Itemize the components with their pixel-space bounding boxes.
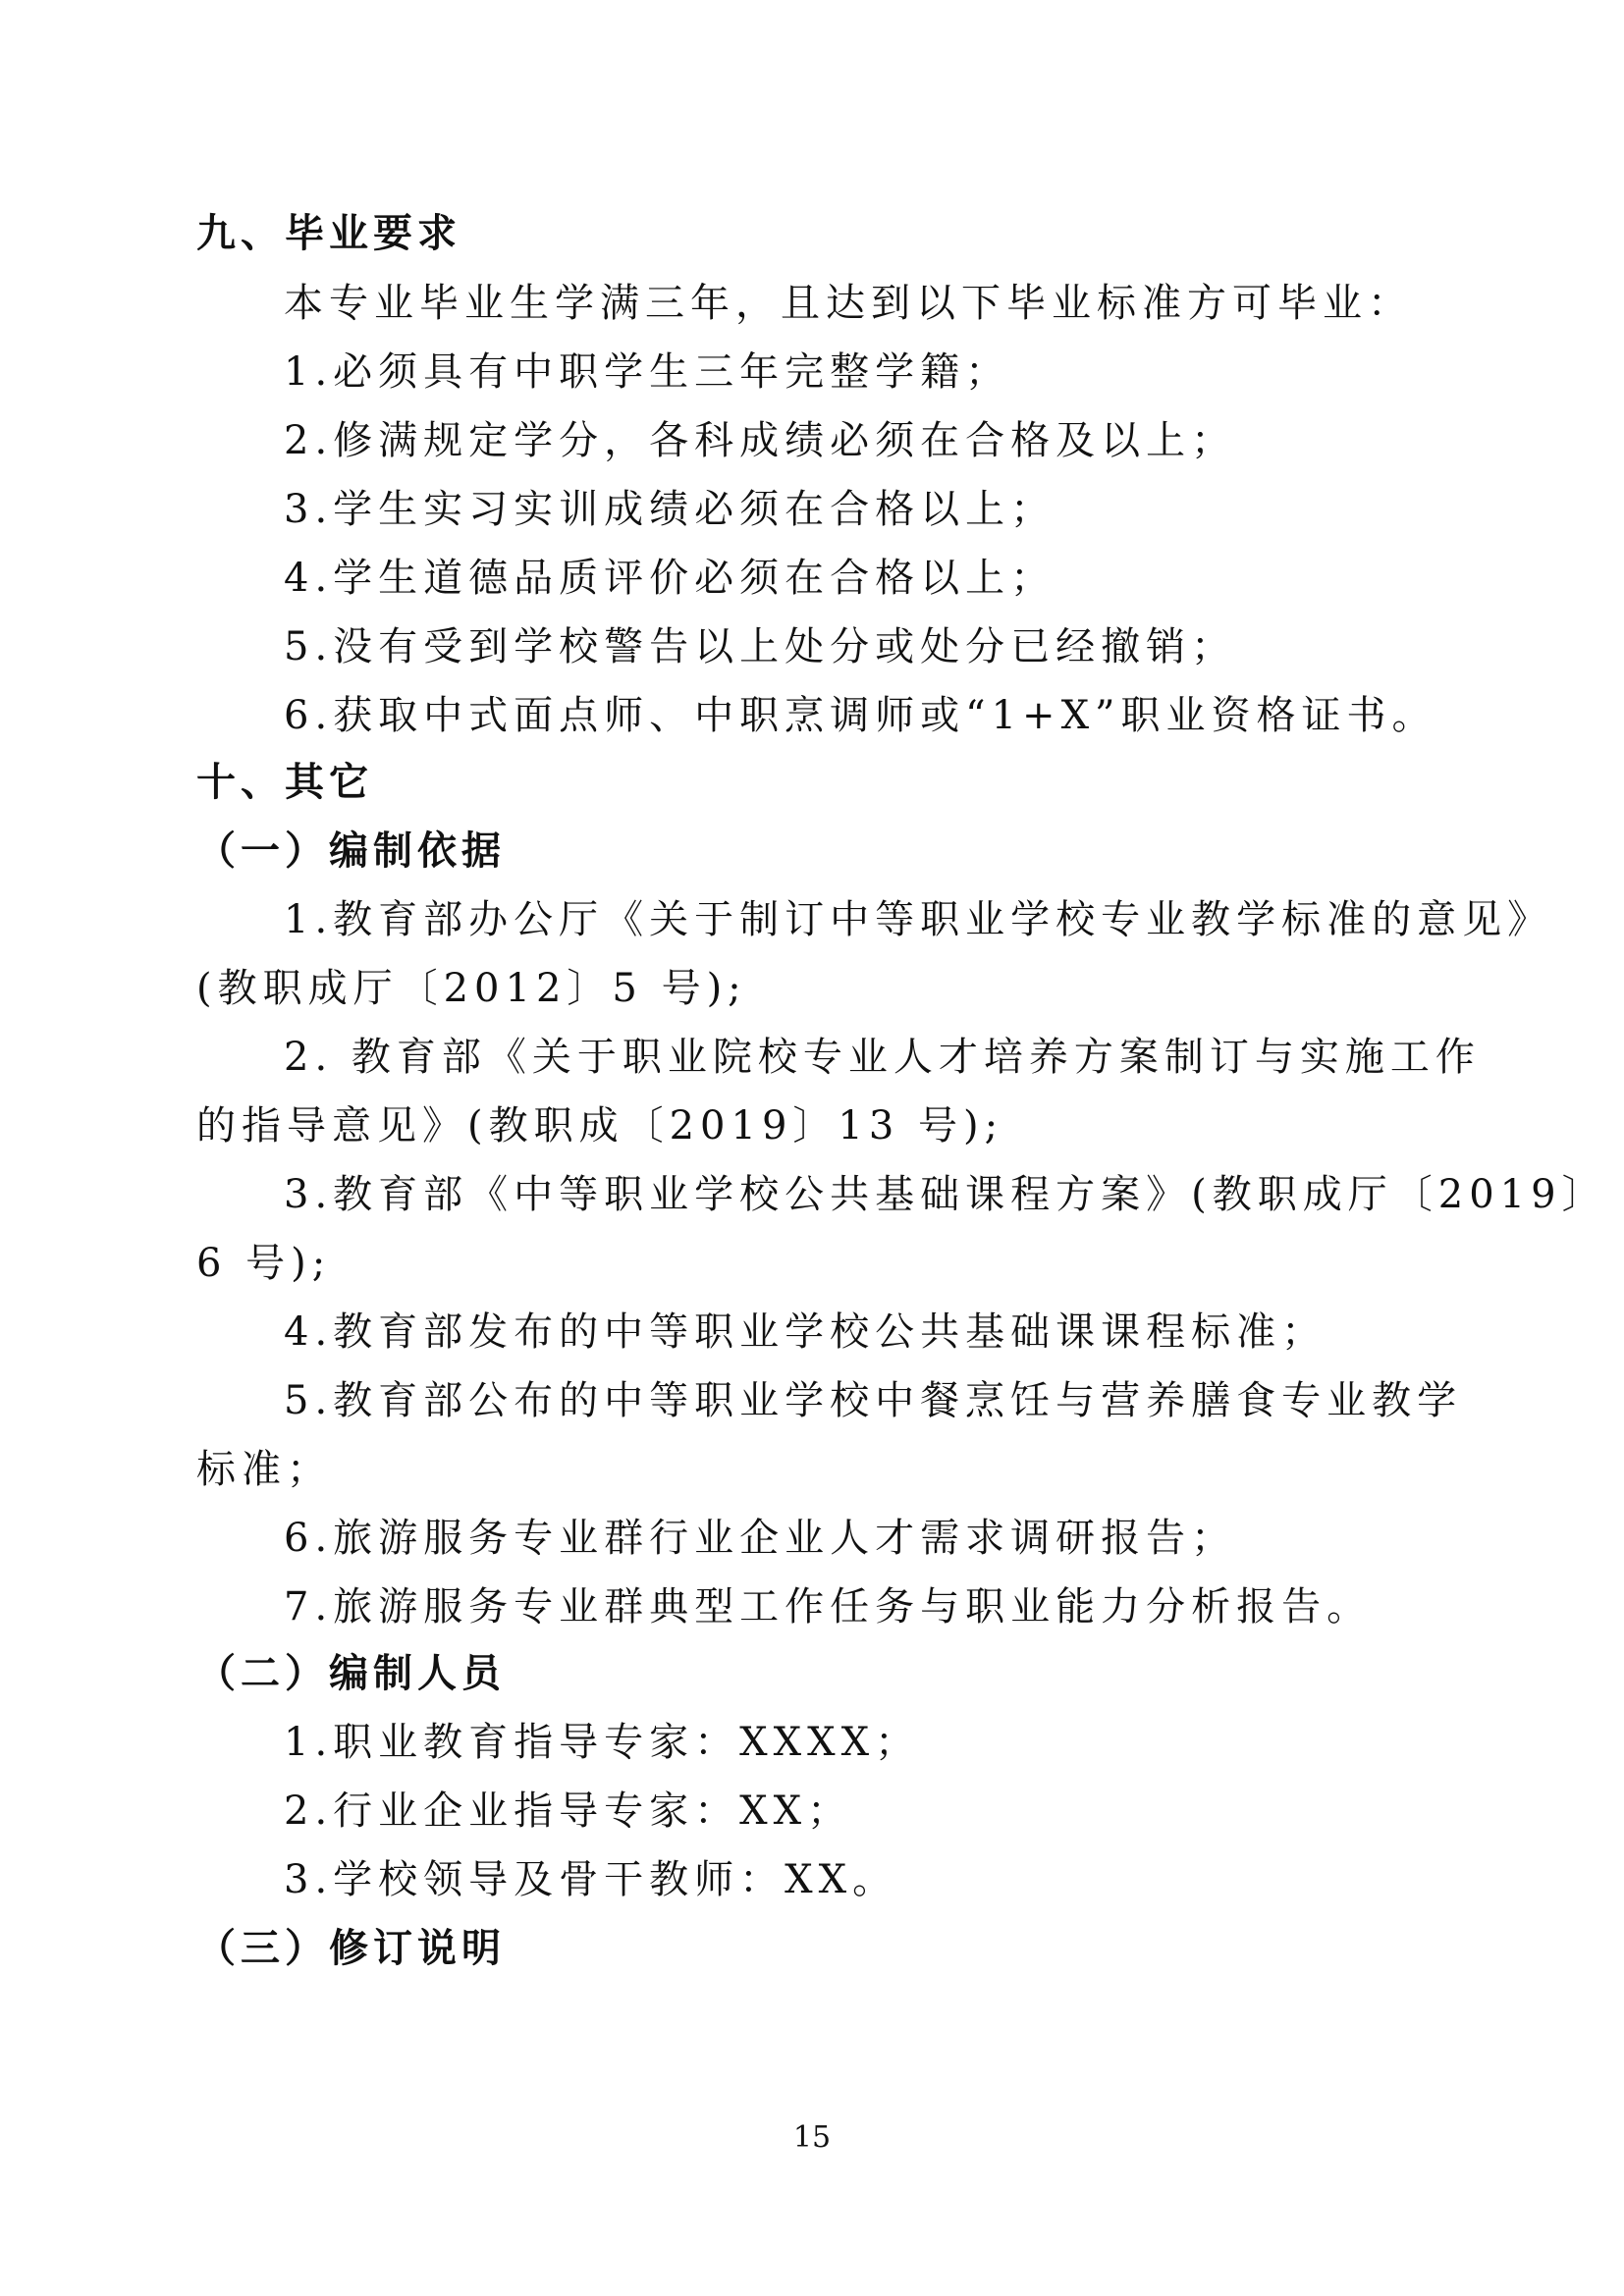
- basis-line-7: 7.旅游服务专业群典型工作任务与职业能力分析报告。: [284, 1584, 1373, 1629]
- staff-item-3: 3.学校领导及骨干教师：XX。: [284, 1857, 898, 1902]
- graduation-requirement-1: 1.必须具有中职学生三年完整学籍；: [284, 349, 1011, 395]
- graduation-requirement-6: 6.获取中式面点师、中职烹调师或“1+X”职业资格证书。: [284, 693, 1437, 738]
- basis-line-2: 2. 教育部《关于职业院校专业人才培养方案制订与实施工作: [284, 1035, 1481, 1080]
- subsection-basis-heading: （一）编制依据: [196, 828, 506, 874]
- staff-item-2: 2.行业企业指导专家：XX；: [284, 1789, 853, 1834]
- section-ten-heading: 十、其它: [196, 759, 373, 805]
- basis-line-5: 5.教育部公布的中等职业学校中餐烹饪与营养膳食专业教学: [284, 1378, 1463, 1423]
- basis-line-1: 1.教育部办公厅《关于制订中等职业学校专业教学标准的意见》: [284, 897, 1553, 942]
- basis-line-5-cont: 标准；: [196, 1447, 332, 1492]
- basis-line-1-cont: (教职成厅〔2012〕5 号);: [196, 966, 747, 1011]
- basis-line-4: 4.教育部发布的中等职业学校公共基础课课程标准；: [284, 1309, 1327, 1355]
- graduation-requirement-2: 2.修满规定学分，各科成绩必须在合格及以上；: [284, 418, 1237, 463]
- graduation-requirement-3: 3.学生实习实训成绩必须在合格以上；: [284, 487, 1056, 532]
- graduation-requirement-5: 5.没有受到学校警告以上处分或处分已经撤销；: [284, 624, 1237, 669]
- section-nine-intro: 本专业毕业生学满三年，且达到以下毕业标准方可毕业：: [284, 281, 1413, 326]
- subsection-revision-heading: （三）修订说明: [196, 1925, 506, 1971]
- basis-line-3-cont: 6 号);: [196, 1241, 332, 1286]
- subsection-staff-heading: （二）编制人员: [196, 1650, 506, 1696]
- page-number: 15: [792, 2120, 832, 2155]
- basis-line-2-cont: 的指导意见》(教职成〔2019〕13 号);: [196, 1103, 1004, 1148]
- section-nine-heading: 九、毕业要求: [196, 210, 461, 256]
- graduation-requirement-4: 4.学生道德品质评价必须在合格以上；: [284, 556, 1056, 601]
- staff-item-1: 1.职业教育指导专家：XXXX；: [284, 1720, 921, 1765]
- basis-line-6: 6.旅游服务专业群行业企业人才需求调研报告；: [284, 1516, 1237, 1561]
- basis-line-3: 3.教育部《中等职业学校公共基础课程方案》(教职成厅〔2019〕: [284, 1172, 1607, 1217]
